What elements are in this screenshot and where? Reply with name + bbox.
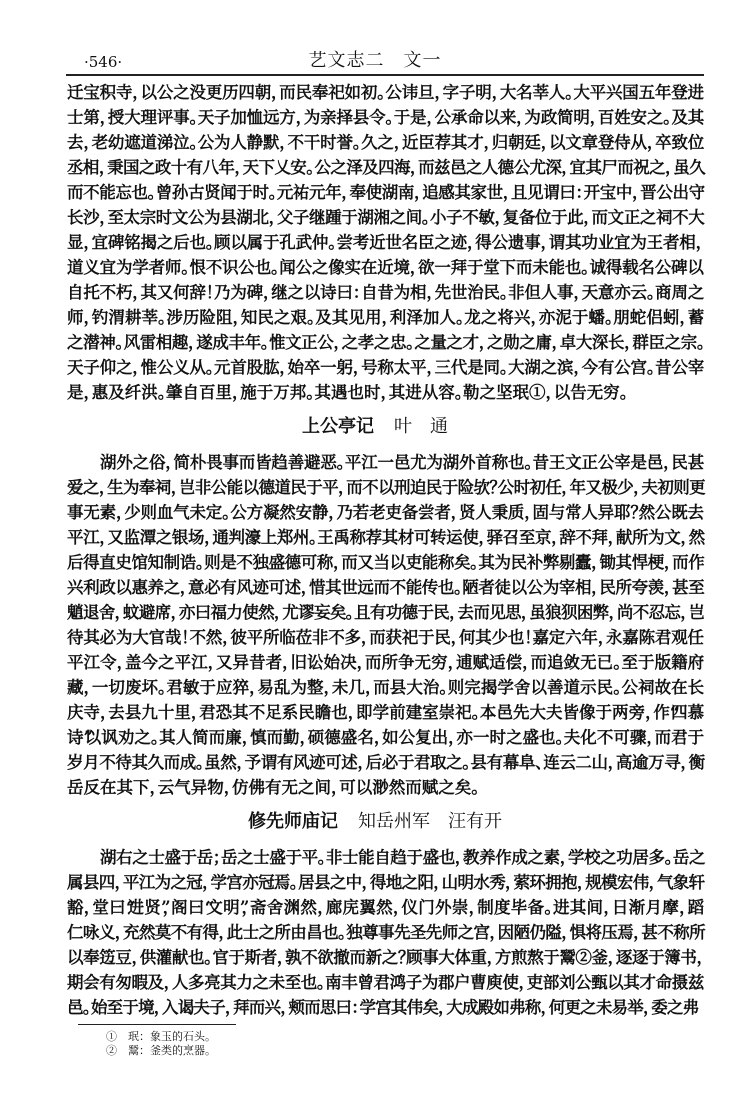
text-line: 诗”以讽劝之。其人简而廉，慎而勤，硕德盛名，如公复出，亦一时之盛也。夫化不可骤，而君于 (67, 728, 705, 747)
text-line: 藏，一切废坏。君敏于应猝，易乱为整，未几，而县大治。则完揭学舍以善道示民。公祠故在长 (67, 678, 705, 697)
text-line: 师，钓渭耕莘。涉历险阻，知民之艰。及其见用，利泽加人。龙之将兴，亦泥于蟠。朋蛇侣蚓，蓄 (67, 308, 705, 327)
footnote-1: ① 珉：象玉的石头。 (106, 1030, 216, 1043)
text-line: 丞相，秉国之政十有八年，天下乂安。公之泽及四海，而兹邑之人德公尤深，宜其尸而祝之，虽久 (67, 158, 706, 177)
text-line: 庆寺，去县九十里，君恐其不足系民瞻也，即学前建室崇祀。本邑先大夫皆像于两旁，作“四慕 (67, 703, 705, 722)
text-line: 仁咏义，充然莫不有得，此士之所由昌也。独尊事先圣先师之宫，因陋仍隘，惧将压焉，甚不称所 (67, 923, 706, 942)
text-line: 道义宜为学者师。恨不识公也。闻公之像实在近境，欲一拜于堂下而未能也。诚得载名公碑以 (67, 258, 704, 277)
text-line: 事无素，少则血气未定。公方凝然安静，乃若老吏备尝者，贤人秉质，固与常人异耶？然公既去 (67, 503, 704, 522)
text-line: 士第，授大理评事。天子加恤远方，为亲择县令。于是，公承命以来，为政简明，百姓安之。及其 (67, 108, 705, 127)
text-line: 迁宝积寺，以公之没更历四朝，而民奉祀如初。公讳旦，字子明，大名莘人。大平兴国五年登进 (67, 83, 704, 102)
text-line: 平江令，盖今之平江，又异昔者，旧讼始决，而所争无穷，逋赋适偿，而追敛无已。至于版籍府 (67, 653, 705, 672)
text-line: 魈退舍，蚊避席，亦曰福力使然，尤谬妄矣。且有功德于民，去而见思，虽狼狈困弊，尚不忍忘，岂 (67, 603, 705, 622)
section-title (0, 810, 750, 834)
running-title: 艺文志二 文一 (308, 50, 442, 71)
text-line: 期会有匆暇及，人多亮其力之未至也。南丰曾君鸿子为郡户曹庾使，吏部刘公甄以其才命摄兹 (67, 973, 704, 992)
section-author: 叶 通 (394, 416, 448, 437)
section-title (0, 415, 750, 439)
text-line: 自托不朽，其又何辞！乃为碑，继之以诗曰：自昔为相，先世治民。非但人事，天意亦云。商周之 (67, 283, 705, 302)
text-line: 长沙，至太宗时文公为县湖北，父子继踵于湖湘之间。小子不敏，复备位于此，而文正之祠不大 (67, 208, 705, 227)
text-line: 爱之，生为奉祠，岂非公能以德道民于平，而不以刑迫民于险欤？公时初任，年又极少，夫初则更 (67, 478, 706, 497)
text-line: 之潜神。风雷相趣，遂成丰年。惟文正公，之孝之忠。之量之才，之勋之庸，卓大深长，群臣之宗。 (67, 333, 706, 352)
section-title-text: 上公亭记 (302, 416, 374, 437)
text-line: 兴利政以惠养之，意必有风迹可述，惜其世远而不能传也。陋者徒以公为宰相，民所夸羡，甚至 (67, 578, 705, 597)
text-line: 邑。始至于境，入谒夫子，拜而兴，颊而思曰：学宫其伟矣，大成殿如弗称，何更之未易举，委之弗 (67, 998, 699, 1017)
footnote-rule (78, 1024, 236, 1025)
text-line: 湖外之俗，简朴畏事而皆趋善避恶。平江一邑尤为湖外首称也。昔王文正公宰是邑，民甚 (100, 453, 704, 472)
text-line: 而不能忘也。曾孙古贤闻于时。元祐元年，奉使湖南，追感其家世，且见谓曰：开宝中，晋公出守 (67, 183, 705, 202)
text-line: 待其必为大官哉！不然，彼平所临莅非不多，而获祀于民，何其少也！嘉定六年，永嘉陈君观任 (67, 628, 704, 647)
text-line: 湖右之士盛于岳；岳之士盛于平。非士能自趋于盛也，教养作成之素，学校之功居多。岳之 (100, 848, 706, 867)
section-author: 知岳州军 汪有开 (358, 811, 502, 832)
header-rule (66, 74, 704, 76)
page-number: ·546· (84, 53, 123, 71)
text-line: 属县四，平江为之冠，学宫亦冠焉。居县之中，得地之阳，山明水秀，萦环拥抱，规模宏伟，气象轩 (67, 873, 705, 892)
text-line: 天子仰之，惟公义从。元首股肱，始卒一躬，号称太平，三代是同。大湖之滨，今有公宫。昔公宰 (67, 358, 705, 377)
text-line: 岁月不待其久而成。虽然，予谓有风迹可述，后必于君取之。县有幕阜、连云二山，高逾万寻，衡 (67, 753, 705, 772)
section-title-text: 修先师庙记 (248, 811, 338, 832)
text-line: 是，惠及纤洪。肇自百里，施于万邦。其遇也时，其进从容。勒之坚珉①，以告无穷。 (67, 383, 628, 402)
text-line: 后得直史馆知制诰。则是不独盛德可称，而又当以吏能称矣。其为民补弊剔蠹，锄其悍梗，而作 (67, 553, 705, 572)
footnote-2: ② 鬵：釜类的烹器。 (106, 1044, 216, 1057)
text-line: 显，宜碑铭揭之后也。顾以属于孔武仲。尝考近世名臣之迹，得公遗事，谓其功业宜为王者相， (67, 233, 704, 252)
text-line: 岳反在其下，云气异物，仿佛有无之间，可以渺然而赋之矣。 (67, 778, 480, 797)
text-line: 豁，堂曰“进贤”，阁曰“文明”，斋舍渊然，廊庑翼然，仪门外崇，制度毕备。进其间，日渐月摩，蹈 (67, 898, 705, 917)
text-line: 平江，又监潭之银场，通判濠上郑州。王禹称荐其材可转运使，驿召至京，辞不拜，献所为文，然 (67, 528, 705, 547)
text-line: 以奉笾豆，供灌献也。官于斯者，孰不欲撤而新之？顾事大体重，方煎熬于鬵②釜，逐逐于簿书， (67, 948, 705, 967)
text-line: 去，老幼遮道涕泣。公为人静默，不干时誉。久之，近臣荐其才，归朝廷，以文章登侍从，卒致位 (67, 133, 705, 152)
